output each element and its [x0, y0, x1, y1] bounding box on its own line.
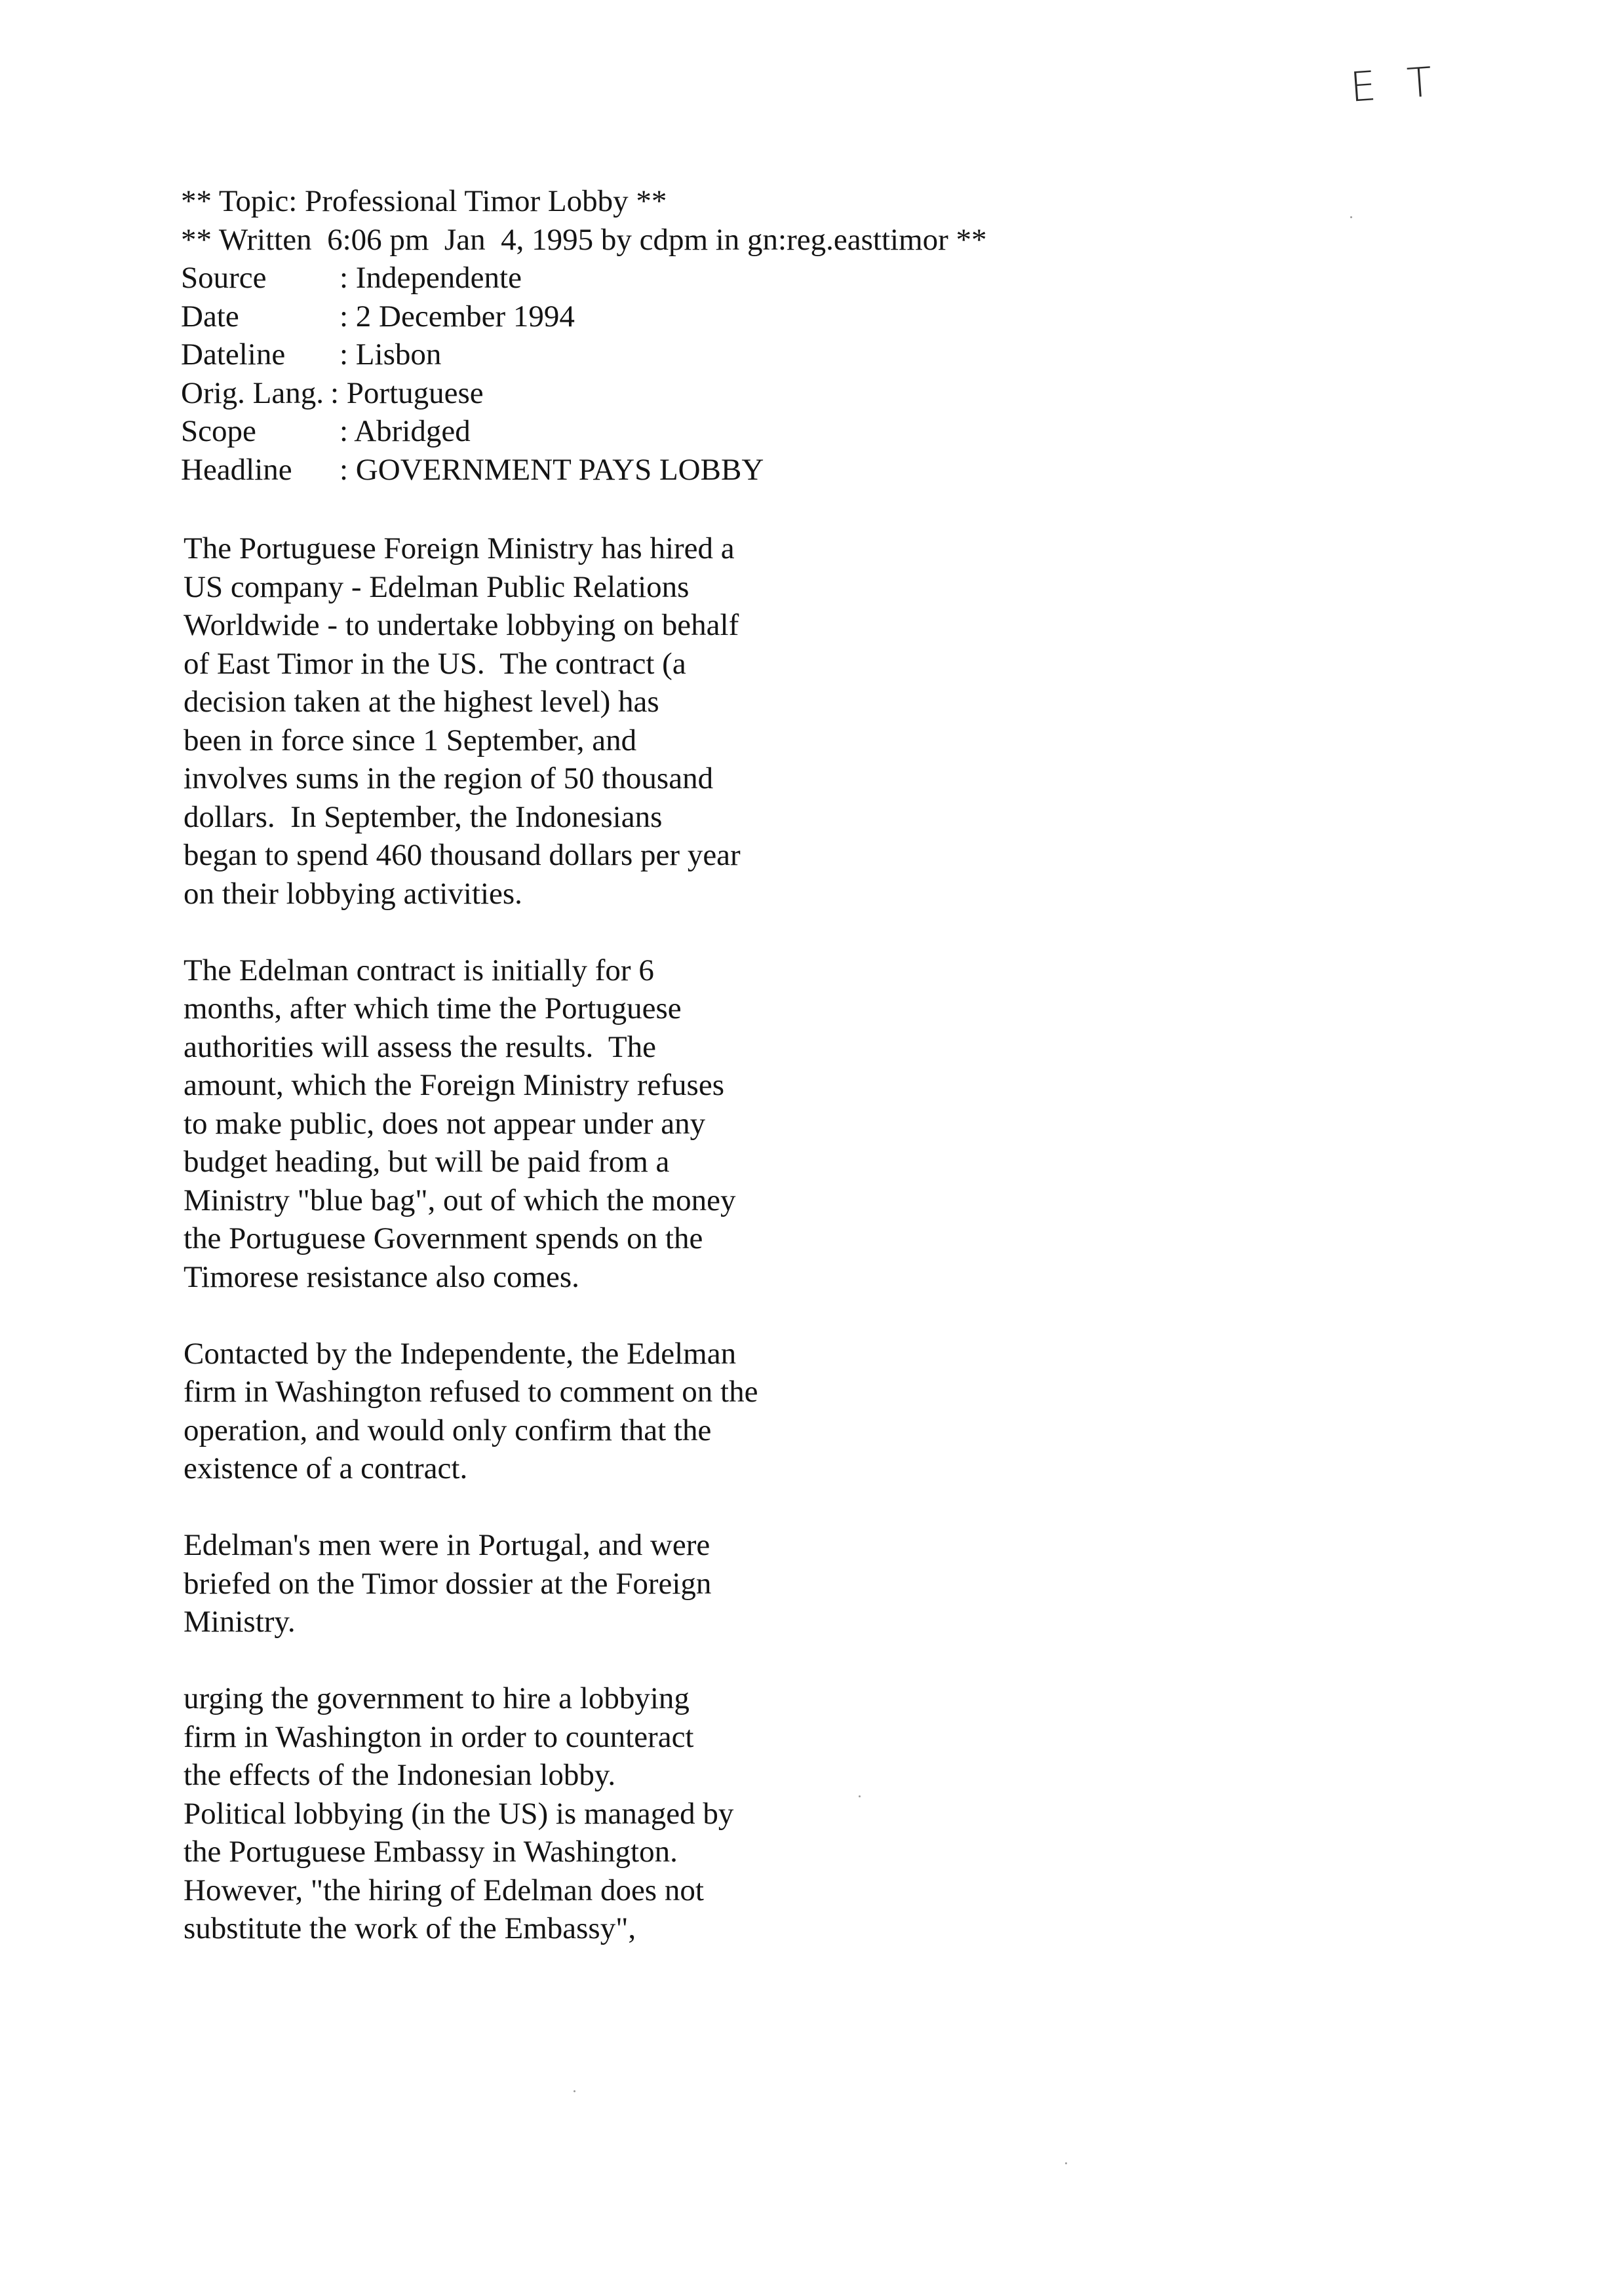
paragraph	[184, 529, 872, 913]
article-body	[184, 529, 872, 1986]
text-line: to make public, does not appear under any	[184, 1106, 706, 1141]
meta-label: Source	[181, 261, 267, 295]
text-line: authorities will assess the results. The	[184, 1029, 656, 1064]
text-line: firm in Washington in order to counteract	[184, 1719, 694, 1754]
text-line: The Portuguese Foreign Ministry has hired a	[184, 531, 735, 565]
topic-line: ** Topic: Professional Timor Lobby **	[181, 184, 667, 218]
text-line: briefed on the Timor dossier at the Foreign	[184, 1566, 712, 1601]
meta-label: Orig. Lang.	[181, 375, 324, 410]
text-line: involves sums in the region of 50 thousand	[184, 761, 714, 795]
text-line: Edelman's men were in Portugal, and were	[184, 1528, 710, 1562]
text-line: began to spend 460 thousand dollars per year	[184, 838, 741, 872]
text-line: budget heading, but will be paid from a	[184, 1145, 670, 1179]
text-line: Contacted by the Independente, the Edelman	[184, 1336, 737, 1371]
text-line: of East Timor in the US. The contract (a	[184, 646, 686, 681]
paragraph	[184, 1679, 872, 1948]
meta-value: : 2 December 1994	[340, 299, 575, 334]
meta-dateline	[181, 335, 987, 374]
text-line: Ministry "blue bag", out of which the money	[184, 1183, 736, 1217]
text-line: existence of a contract.	[184, 1451, 468, 1485]
text-line: Worldwide - to undertake lobbying on behalf	[184, 608, 739, 642]
text-line: Timorese resistance also comes.	[184, 1259, 579, 1294]
meta-value: : Abridged	[340, 414, 471, 448]
text-line: been in force since 1 September, and	[184, 723, 637, 757]
meta-headline	[181, 451, 987, 489]
text-line: Political lobbying (in the US) is managed by	[184, 1796, 734, 1831]
meta-label: Headline	[181, 452, 292, 487]
scan-speck	[859, 1795, 861, 1797]
text-line: amount, which the Foreign Ministry refuses	[184, 1068, 724, 1102]
scan-speck	[1350, 216, 1352, 218]
message-header	[181, 182, 987, 489]
paragraph	[184, 1526, 872, 1641]
text-line: the Portuguese Embassy in Washington.	[184, 1835, 678, 1869]
meta-value: : GOVERNMENT PAYS LOBBY	[340, 452, 764, 487]
paragraph	[184, 1335, 872, 1488]
text-line: operation, and would only confirm that the	[184, 1413, 712, 1447]
text-line: Ministry.	[184, 1605, 296, 1639]
text-line: However, "the hiring of Edelman does not	[184, 1873, 704, 1907]
text-line: on their lobbying activities.	[184, 876, 522, 911]
meta-value: : Independente	[340, 261, 522, 295]
meta-label: Scope	[181, 414, 256, 448]
meta-label: Date	[181, 299, 239, 334]
text-line: urging the government to hire a lobbying	[184, 1681, 690, 1715]
meta-orig-lang	[181, 374, 987, 413]
text-line: US company - Edelman Public Relations	[184, 569, 690, 604]
text-line: the effects of the Indonesian lobby.	[184, 1758, 616, 1792]
meta-source	[181, 259, 987, 297]
written-line: ** Written 6:06 pm Jan 4, 1995 by cdpm in gn:reg.easttimor **	[181, 222, 987, 257]
text-line: decision taken at the highest level) has	[184, 685, 659, 719]
scan-speck	[574, 2090, 575, 2092]
paragraph	[184, 951, 872, 1297]
meta-scope	[181, 412, 987, 451]
meta-label: Dateline	[181, 337, 286, 372]
text-line: substitute the work of the Embassy",	[184, 1911, 636, 1945]
meta-value: : Portuguese	[330, 375, 484, 410]
text-line: The Edelman contract is initially for 6	[184, 953, 654, 987]
text-line: firm in Washington refused to comment on the	[184, 1375, 758, 1409]
text-line: the Portuguese Government spends on the	[184, 1221, 703, 1255]
text-line: months, after which time the Portuguese	[184, 991, 682, 1025]
meta-date	[181, 297, 987, 336]
text-line: dollars. In September, the Indonesians	[184, 799, 663, 834]
corner-handwritten-mark: E T	[1348, 57, 1443, 111]
scan-speck	[1065, 2162, 1067, 2164]
meta-value: : Lisbon	[340, 337, 442, 372]
